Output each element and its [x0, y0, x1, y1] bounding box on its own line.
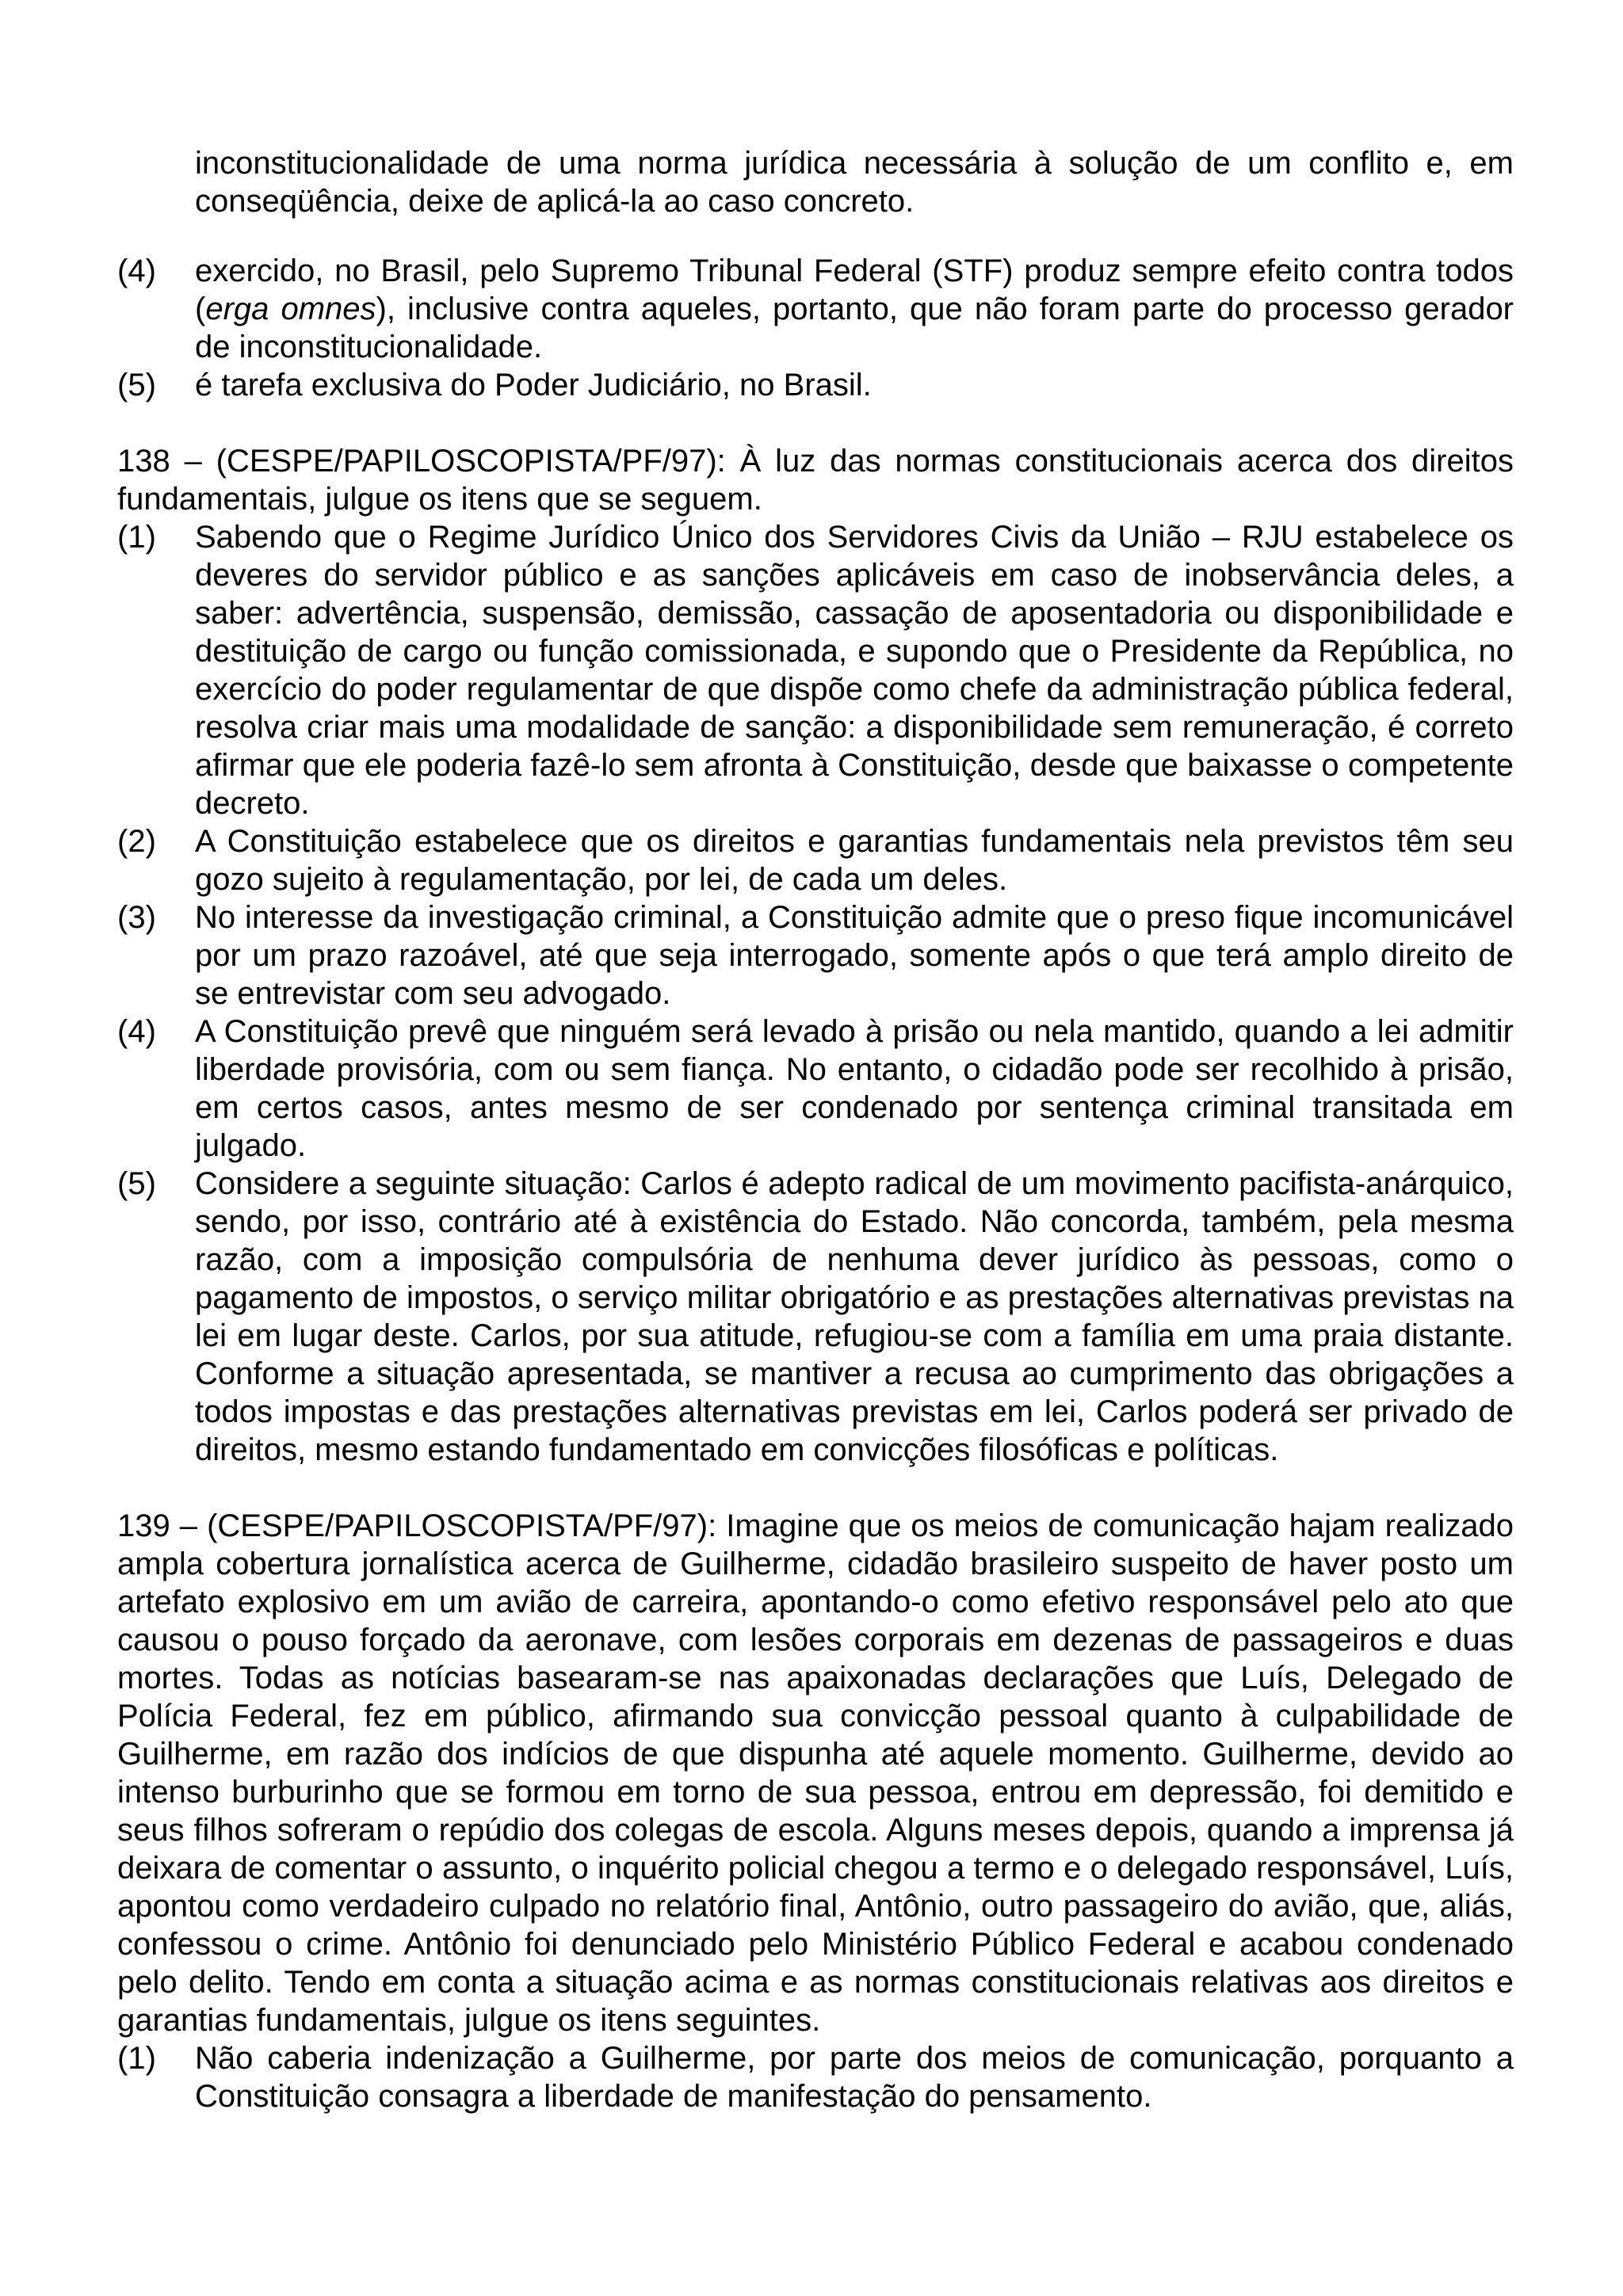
previous-item-continuation: inconstitucionalidade de uma norma jurídica necessária à solução de um conflito e, em conseqüência, deixe de aplicá-la ao caso concreto.	[195, 146, 1514, 219]
item-text: Não caberia indenização a Guilherme, por parte dos meios de comunicação, porquanto a Constituição consagra a liberdade de manifestação do pensamento.	[195, 2041, 1514, 2114]
list-item	[117, 252, 1514, 366]
document-page	[117, 113, 1514, 2115]
item-number: (4)	[117, 1014, 156, 1049]
item-text: A Constituição estabelece que os direitos e garantias fundamentais nela previstos têm seu gozo sujeito à regulamentação, por lei, de cada um deles.	[195, 824, 1514, 897]
list-item	[117, 1165, 1514, 1469]
item-number: (5)	[117, 1166, 156, 1201]
item-number: (3)	[117, 900, 156, 935]
item-text: exercido, no Brasil, pelo Supremo Tribunal Federal (STF) produz sempre efeito contra todos (erga omnes), inclusive contra aqueles, portanto, que não foram parte do processo gerador de inconstitucionalidade.	[195, 254, 1514, 364]
item-text: Considere a seguinte situação: Carlos é adepto radical de um movimento pacifista-anárquico, sendo, por isso, contrário até à existência do Estado. Não concorda, também, pela mesma razão, com a imposição compulsória de nenhuma dever jurídico às pessoas, como o pagamento de impostos, o serviço militar obrigatório e as prestações alternativas previstas na lei em lugar deste. Carlos, por sua atitude, refugiou-se com a família em uma praia distante. Conforme a situação apresentada, se mantiver a recusa ao cumprimento das obrigações a todos impostas e das prestações alternativas previstas em lei, Carlos poderá ser privado de direitos, mesmo estando fundamentado em convicções filosóficas e políticas.	[195, 1166, 1514, 1467]
list-item	[117, 1013, 1514, 1165]
item-text: A Constituição prevê que ninguém será levado à prisão ou nela mantido, quando a lei admitir liberdade provisória, com ou sem fiança. No entanto, o cidadão pode ser recolhido à prisão, em certos casos, antes mesmo de ser condenado por sentença criminal transitada em julgado.	[195, 1014, 1514, 1163]
item-text: é tarefa exclusiva do Poder Judiciário, no Brasil.	[195, 368, 872, 402]
item-number: (4)	[117, 254, 156, 288]
item-text: Sabendo que o Regime Jurídico Único dos Servidores Civis da União – RJU estabelece os deveres do servidor público e as sanções aplicáveis em caso de inobservância deles, a saber: advertência, suspensão, demissão, cassação de aposentadoria ou disponibilidade e destituição de cargo ou função comissionada, e supondo que o Presidente da República, no exercício do poder regulamentar de que dispõe como chefe da administração pública federal, resolva criar mais uma modalidade de sanção: a disponibilidade sem remuneração, é correto afirmar que ele poderia fazê-lo sem afronta à Constituição, desde que baixasse o competente decreto.	[195, 520, 1514, 821]
list-item	[117, 822, 1514, 898]
paragraph-spacer	[117, 1469, 1514, 1507]
item-text: No interesse da investigação criminal, a Constituição admite que o preso fique incomunicável por um prazo razoável, até que seja interrogado, somente após o que terá amplo direito de se entrevistar com seu advogado.	[195, 900, 1514, 1011]
paragraph-spacer	[117, 404, 1514, 442]
list-item	[117, 366, 1514, 404]
item-number: (1)	[117, 520, 156, 555]
question-138-stem: 138 – (CESPE/PAPILOSCOPISTA/PF/97): À luz das normas constitucionais acerca dos direitos fundamentais, julgue os itens que se seguem.	[117, 444, 1514, 517]
list-item	[117, 898, 1514, 1013]
item-number: (2)	[117, 824, 156, 859]
list-item	[117, 2039, 1514, 2115]
italic-term: erga omnes	[205, 292, 376, 326]
item-number: (1)	[117, 2041, 156, 2076]
question-139-stem: 139 – (CESPE/PAPILOSCOPISTA/PF/97): Imagine que os meios de comunicação hajam realizado ampla cobertura jornalística acerca de Guilherme, cidadão brasileiro suspeito de haver posto um artefato explosivo em um avião de carreira, apontando-o como efetivo responsável pelo ato que causou o pouso forçado da aeronave, com lesões corporais em dezenas de passageiros e duas mortes. Todas as notícias basearam-se nas apaixonadas declarações que Luís, Delegado de Polícia Federal, fez em público, afirmando sua convicção pessoal quanto à culpabilidade de Guilherme, em razão dos indícios de que dispunha até aquele momento. Guilherme, devido ao intenso burburinho que se formou em torno de sua pessoa, entrou em depressão, foi demitido e seus filhos sofreram o repúdio dos colegas de escola. Alguns meses depois, quando a imprensa já deixara de comentar o assunto, o inquérito policial chegou a termo e o delegado responsável, Luís, apontou como verdadeiro culpado no relatório final, Antônio, outro passageiro do avião, que, aliás, confessou o crime. Antônio foi denunciado pelo Ministério Público Federal e acabou condenado pelo delito. Tendo em conta a situação acima e as normas constitucionais relativas aos direitos e garantias fundamentais, julgue os itens seguintes.	[117, 1508, 1514, 2038]
list-item	[117, 518, 1514, 822]
item-number: (5)	[117, 368, 156, 402]
